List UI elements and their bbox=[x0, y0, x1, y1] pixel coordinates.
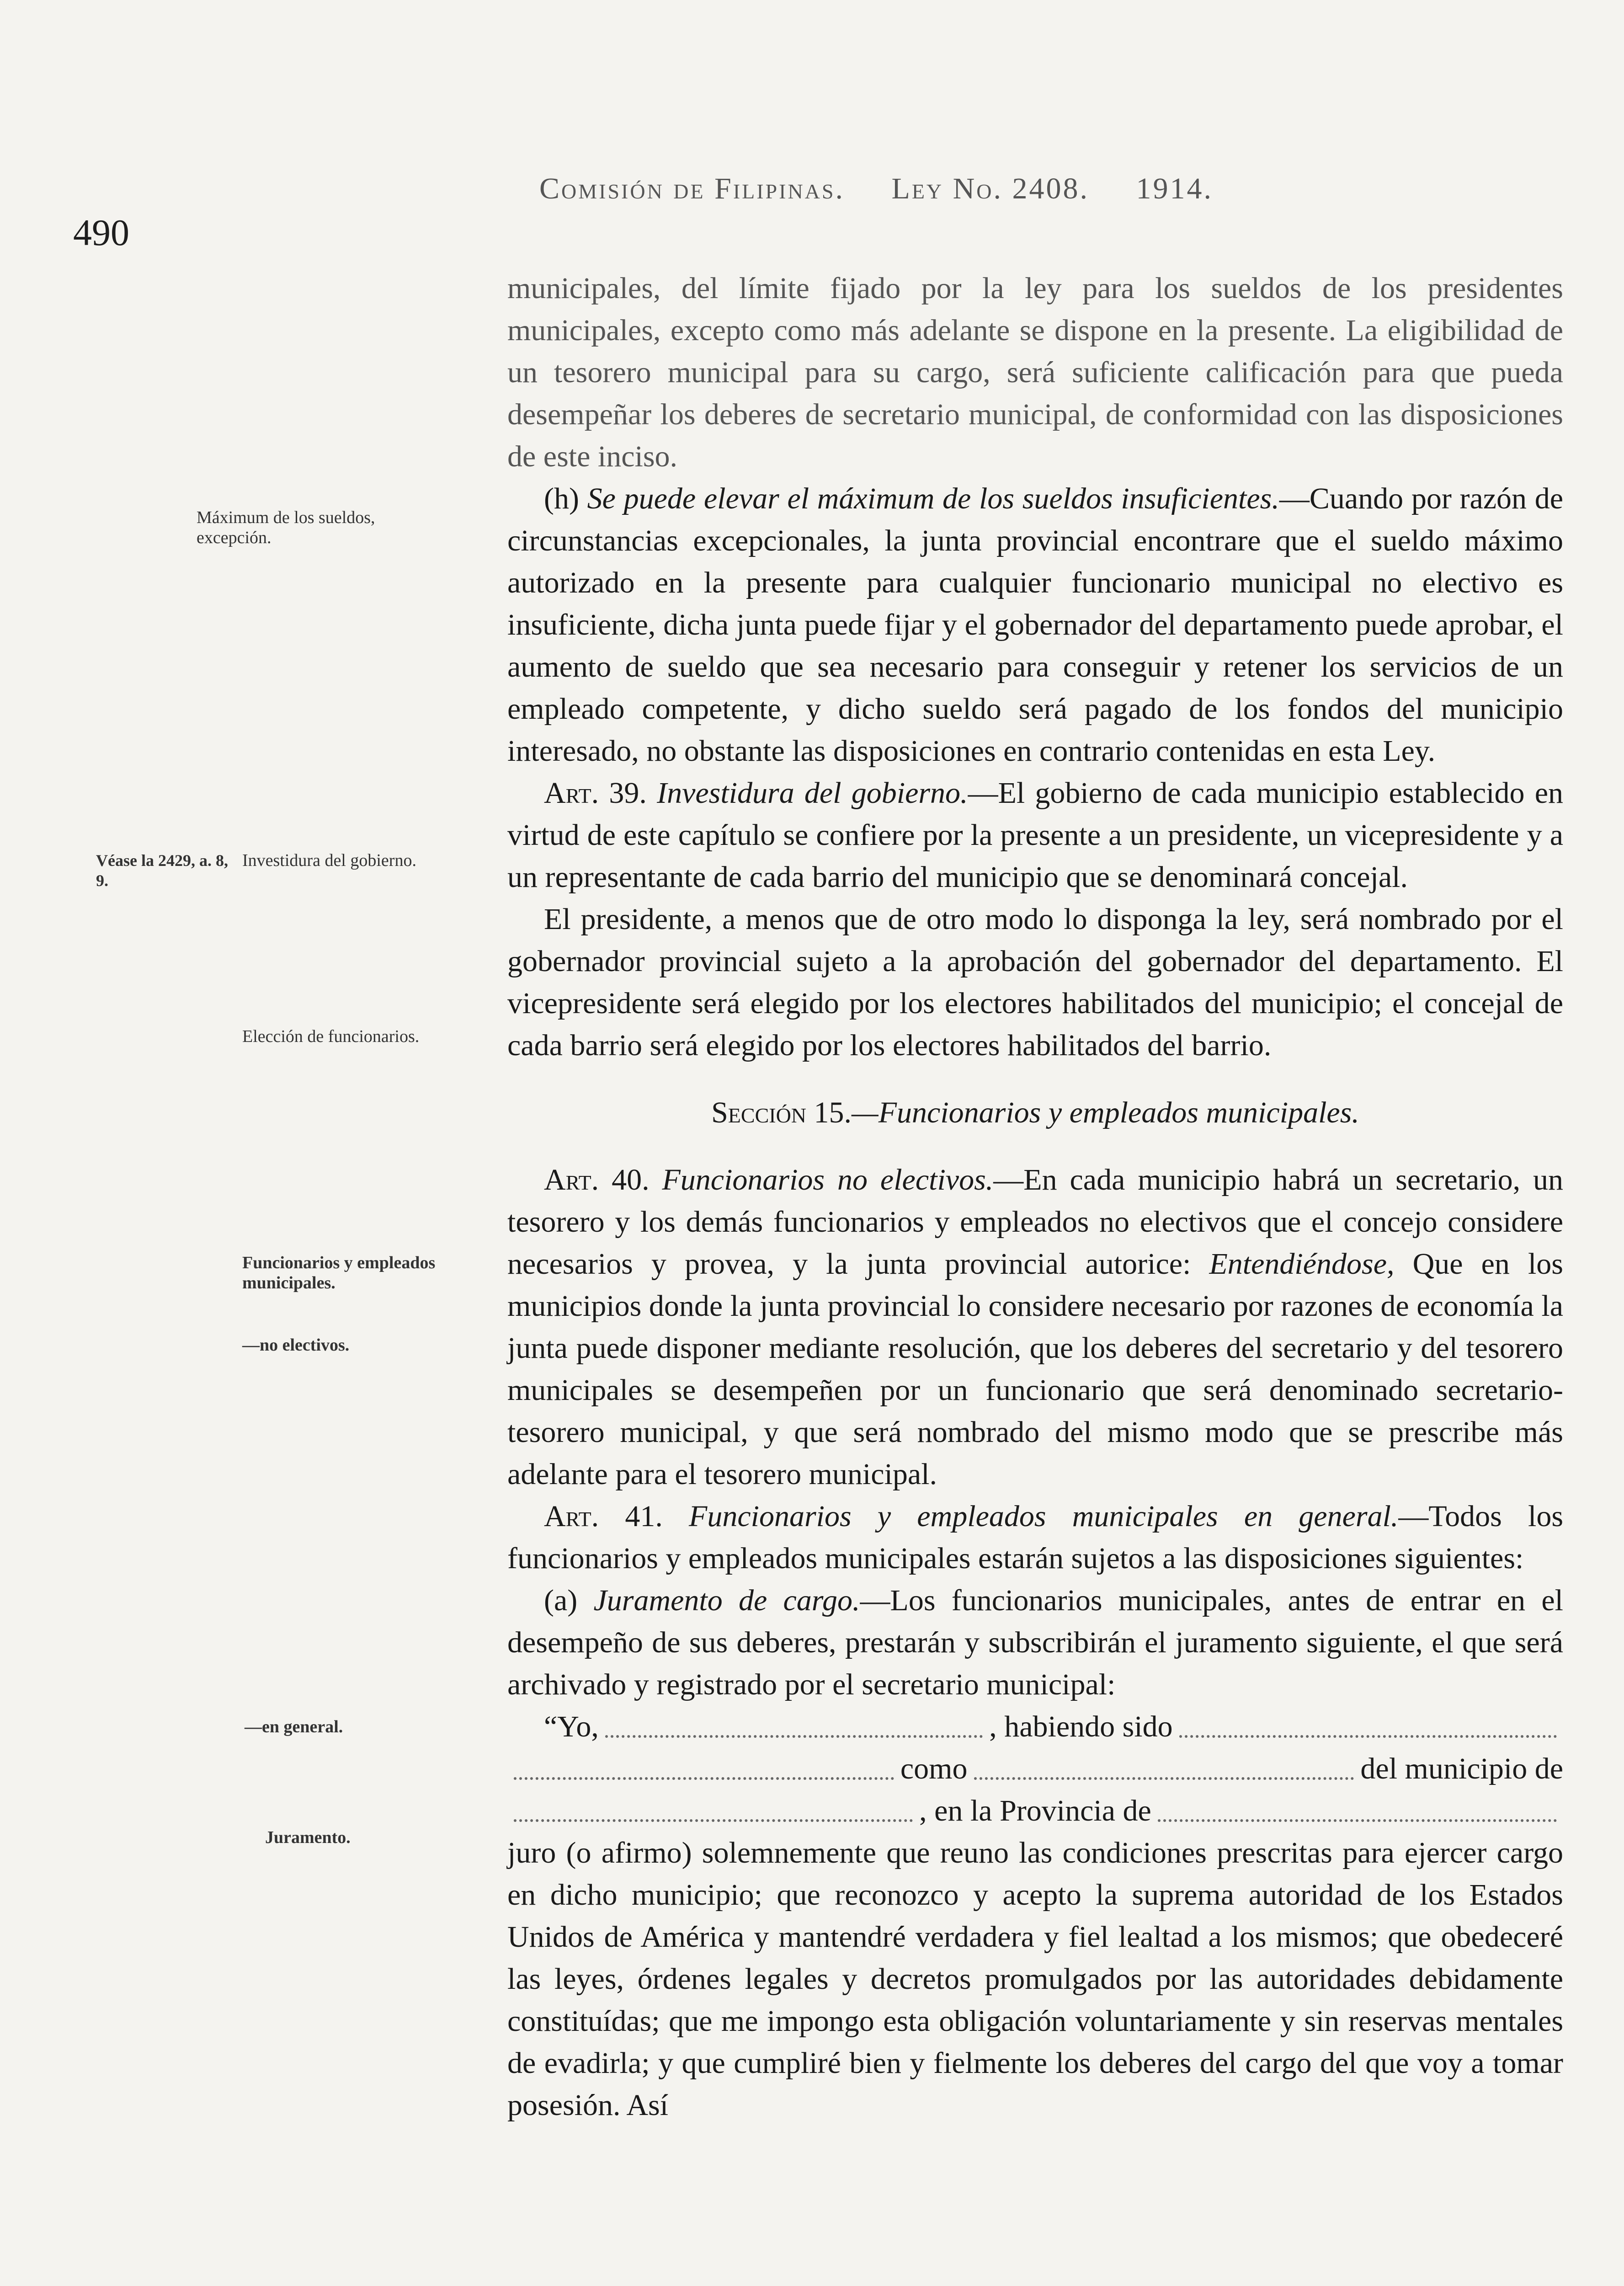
paragraph-h bbox=[507, 478, 1563, 772]
art-40-title: Funcionarios no electivos. bbox=[662, 1163, 994, 1196]
art-40-label: Art. 40. bbox=[544, 1163, 650, 1196]
oath-line-3 bbox=[507, 1790, 1563, 1832]
margin-note-no-electivos: —no electivos. bbox=[242, 1335, 350, 1355]
paragraph-art-41 bbox=[507, 1496, 1563, 1580]
margin-note-en-general: —en general. bbox=[245, 1717, 343, 1736]
margin-note-juramento: Juramento. bbox=[265, 1828, 351, 1847]
paragraph-art-39 bbox=[507, 772, 1563, 898]
running-head-commission: Comisión de Filipinas. bbox=[539, 172, 845, 205]
oath-yo: “Yo, bbox=[544, 1710, 599, 1743]
paragraph-presidente: El presidente, a menos que de otro modo lo disponga la ley, será nombrado por el gobernador provincial sujeto a la aprobación del gobernador del departamento. El vicepresidente será elegido por los electores habilitados del municipio; el concejal de cada barrio será elegido por los electores habilitados del barrio. bbox=[507, 903, 1563, 1062]
oath-blank-post bbox=[514, 1748, 894, 1780]
running-head-year: 1914. bbox=[1136, 172, 1214, 205]
art-40-entendiendose: Entendiéndose, bbox=[1209, 1247, 1395, 1281]
item-a-text: —Los funcionarios municipales, antes de entrar en el desempeño de sus deberes, prestarán y subscribirán el juramento siguiente, el que será archivado y registrado por el secretario municipal: bbox=[507, 1584, 1563, 1701]
running-head bbox=[539, 171, 1545, 206]
oath-blank-name bbox=[605, 1706, 983, 1738]
margin-note-funcionarios: Funcionarios y empleados municipales. bbox=[242, 1253, 436, 1293]
art-39-title: Investidura del gobierno. bbox=[657, 776, 968, 810]
section-15-label: Sección 15. bbox=[711, 1096, 852, 1129]
oath-del-municipio: del municipio de bbox=[1360, 1752, 1563, 1785]
paragraph-municipales: municipales, del límite fijado por la ley para los sueldos de los presidentes municipales, excepto como más adelante se dispone en la presente. La eligibilidad de un tesorero municipal para su cargo, será suficiente calificación para que pueda desempeñar los deberes de secretario municipal, de conformidad con las disposiciones de este inciso. bbox=[507, 272, 1563, 473]
paragraph-art-40 bbox=[507, 1159, 1563, 1496]
oath-habiendo: , habiendo sido bbox=[989, 1710, 1173, 1743]
paragraph-a-juramento bbox=[507, 1580, 1563, 1706]
oath-blank-appointed bbox=[1179, 1706, 1557, 1738]
oath-provincia: , en la Provincia de bbox=[919, 1794, 1151, 1827]
running-head-law: Ley No. 2408. bbox=[891, 172, 1090, 205]
margin-note-eleccion: Elección de funcionarios. bbox=[242, 1027, 420, 1046]
art-41-title: Funcionarios y empleados municipales en general. bbox=[689, 1500, 1399, 1533]
art-40-text-a: —En cada municipio habrá un secretario, un tesorero y los demás funcionarios y empleados no electivos que el concejo considere necesarios y provea, y la junta provincial autorice: bbox=[507, 1163, 1564, 1281]
item-a-label: (a) bbox=[544, 1584, 578, 1617]
oath-blank-province bbox=[1158, 1790, 1557, 1822]
section-15-heading bbox=[507, 1092, 1563, 1134]
oath-blank-office bbox=[974, 1748, 1354, 1780]
oath-como: como bbox=[900, 1752, 968, 1785]
section-15-title: —Funcionarios y empleados municipales. bbox=[852, 1096, 1359, 1129]
margin-note-investidura: Investidura del gobierno. bbox=[242, 851, 416, 870]
page-number: 490 bbox=[73, 212, 129, 253]
item-h-text: —Cuando por razón de circunstancias excepcionales, la junta provincial encontrare que el sueldo máximo autorizado en la presente para cualquier funcionario municipal no electivo es insuficiente, dicha junta puede fijar y el gobernador del departamento puede aprobar, el aumento de sueldo que sea necesario para conseguir y retener los servicios de un empleado competente, y dicho sueldo será pagado de los fondos del municipio interesado, no obstante las disposiciones en contrario contenidas en esta Ley. bbox=[507, 482, 1564, 768]
oath-line-2 bbox=[507, 1748, 1563, 1790]
margin-note-vease: Véase la 2429, a. 8, 9. bbox=[96, 851, 228, 890]
oath-line-1 bbox=[507, 1706, 1563, 1748]
art-41-text: —Todos los funcionarios y empleados municipales estarán sujetos a las disposiciones siguientes: bbox=[507, 1500, 1563, 1575]
item-a-title: Juramento de cargo. bbox=[593, 1584, 860, 1617]
paragraph-oath-text: juro (o afirmo) solemnemente que reuno las condiciones prescritas para ejercer cargo en dicho municipio; que reconozco y acepto la suprema autoridad de los Estados Unidos de América y mantendré verdadera y fiel lealtad a los mismos; que obedeceré las leyes, órdenes legales y decretos promulgados por las autoridades debidamente constituídas; que me impongo esta obligación voluntariamente y sin reservas mentales de evadirla; y que cumpliré bien y fielmente los deberes del cargo del que voy a tomar posesión. Así bbox=[507, 1836, 1563, 2122]
art-41-label: Art. 41. bbox=[544, 1500, 663, 1533]
art-40-text-b: Que en los municipios donde la junta provincial lo considere necesario por razones de economía la junta puede disponer mediante resolución, que los deberes del secretario y del tesorero municipales se desempeñen por un funcionario que será denominado secretario-tesorero municipal, y que será nombrado del mismo modo que se prescribe más adelante para el tesorero municipal. bbox=[507, 1247, 1563, 1491]
art-39-text: —El gobierno de cada municipio establecido en virtud de este capítulo se confiere por la presente a un presidente, un vicepresidente y a un representante de cada barrio del municipio que se denominará concejal. bbox=[507, 776, 1564, 894]
item-h-title: Se puede elevar el máximum de los sueldos insuficientes. bbox=[587, 482, 1279, 515]
main-text bbox=[507, 267, 1563, 2126]
art-39-label: Art. 39. bbox=[544, 776, 647, 810]
item-h-label: (h) bbox=[544, 482, 579, 515]
margin-note-maximum: Máximum de los sueldos, excepción. bbox=[197, 508, 375, 547]
oath-blank-municipality bbox=[514, 1790, 913, 1822]
